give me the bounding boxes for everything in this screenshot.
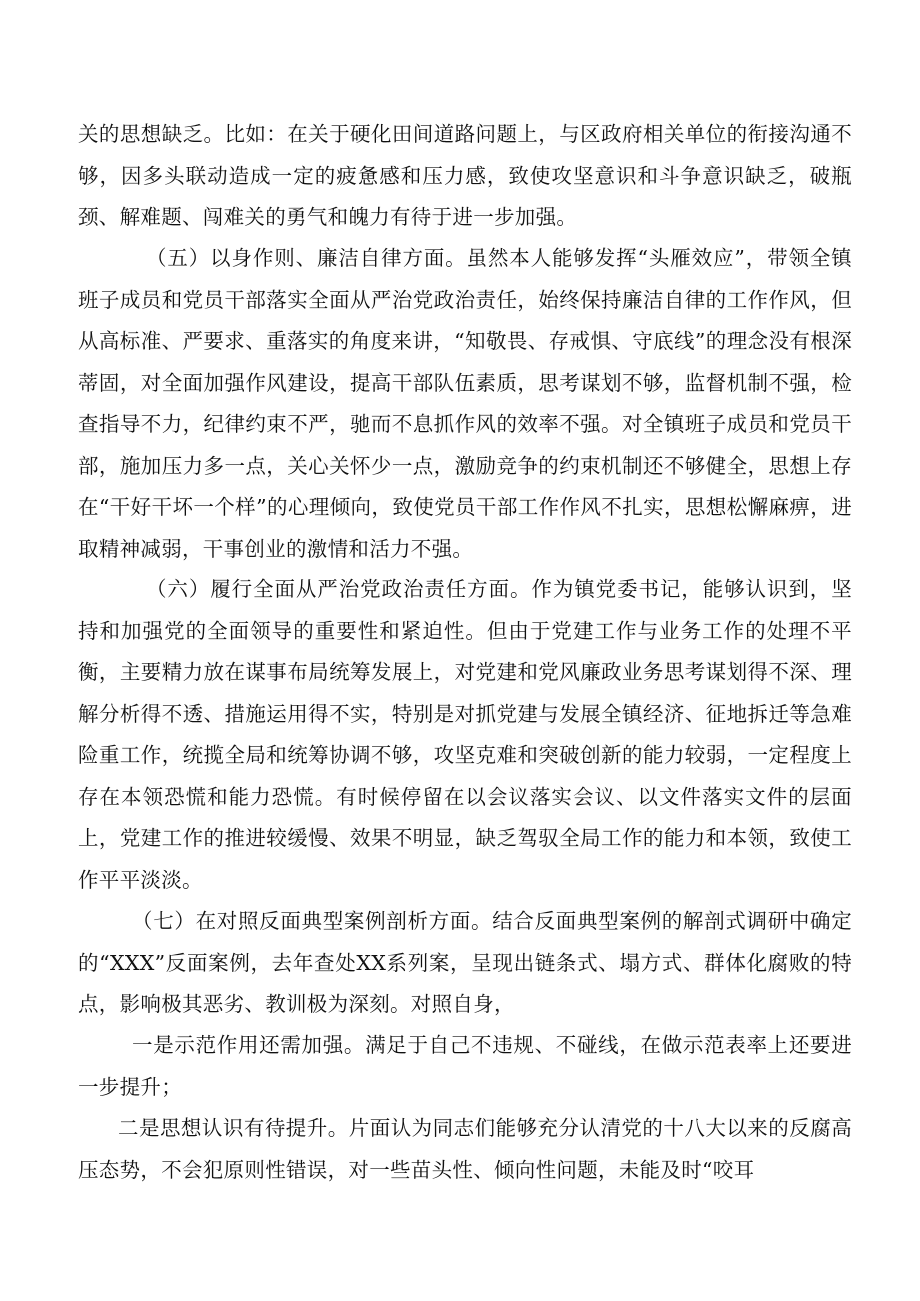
paragraph-point-1: 一是示范作用还需加强。满足于自己不违规、不碰线，在做示范表率上还要进一步提升； (78, 1033, 852, 1099)
paragraph-section-7: （七）在对照反面典型案例剖析方面。结合反面典型案例的解剖式调研中确定的“XXX”反面案例，去年查处XX系列案，呈现出链条式、塌方式、群体化腐败的特点，影响极其恶劣、教训极为深刻。对照自身， (78, 909, 852, 1016)
paragraph-section-6: （六）履行全面从严治党政治责任方面。作为镇党委书记，能够认识到，坚持和加强党的全面领导的重要性和紧迫性。但由于党建工作与业务工作的处理不平衡，主要精力放在谋事布局统筹发展上，对党建和党风廉政业务思考谋划得不深、理解分析得不透、措施运用得不实，特别是对抓党建与发展全镇经济、征地拆迁等急难险重工作，统揽全局和统筹协调不够，攻坚克难和突破创新的能力较弱，一定程度上存在本领恐慌和能力恐慌。有时候停留在以会议落实会议、以文件落实文件的层面上，党建工作的推进较缓慢、效果不明显，缺乏驾驭全局工作的能力和本领，致使工作平平淡淡。 (78, 577, 852, 892)
paragraph-point-2: 二是思想认识有待提升。片面认为同志们能够充分认清党的十八大以来的反腐高压态势，不会犯原则性错误，对一些苗头性、倾向性问题，未能及时“咬耳 (78, 1116, 852, 1182)
paragraph-continuation: 关的思想缺乏。比如：在关于硬化田间道路问题上，与区政府相关单位的衔接沟通不够，因多头联动造成一定的疲惫感和压力感，致使攻坚意识和斗争意识缺乏，破瓶颈、解难题、闯难关的勇气和魄力有待于进一步加强。 (78, 122, 852, 229)
paragraph-section-5: （五）以身作则、廉洁自律方面。虽然本人能够发挥“头雁效应”，带领全镇班子成员和党员干部落实全面从严治党政治责任，始终保持廉洁自律的工作作风，但从高标准、严要求、重落实的角度来讲，“知敬畏、存戒惧、守底线”的理念没有根深蒂固，对全面加强作风建设，提高干部队伍素质，思考谋划不够，监督机制不强，检查指导不力，纪律约束不严，驰而不息抓作风的效率不强。对全镇班子成员和党员干部，施加压力多一点，关心关怀少一点，激励竞争的约束机制还不够健全，思想上存在“干好干坏一个样”的心理倾向，致使党员干部工作作风不扎实，思想松懈麻痹，进取精神减弱，干事创业的激情和活力不强。 (78, 246, 852, 561)
